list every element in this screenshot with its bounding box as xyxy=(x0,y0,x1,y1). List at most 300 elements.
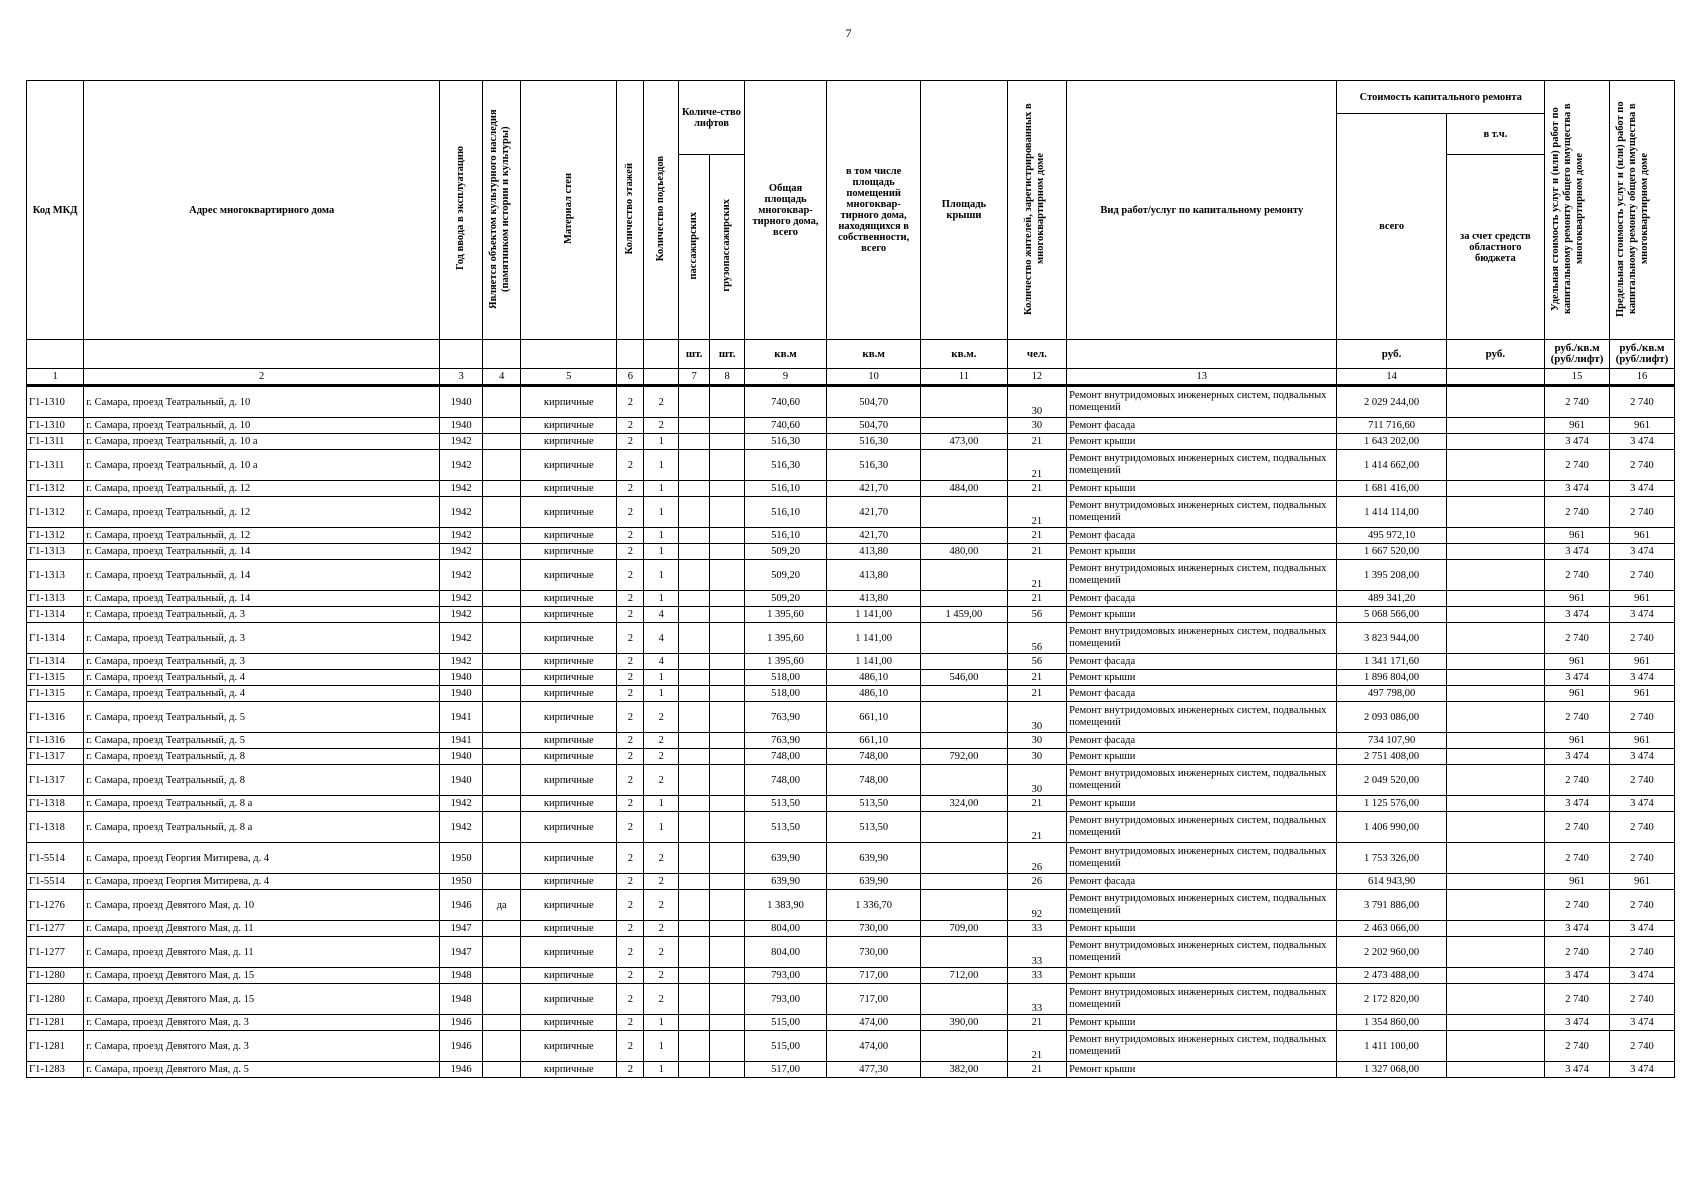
cell-wall-material: кирпичные xyxy=(521,1062,617,1078)
unit-cell: шт. xyxy=(679,340,710,369)
cell-owned-area: 474,00 xyxy=(827,1031,921,1062)
cell-residents: 56 xyxy=(1007,623,1066,654)
cell-residents: 56 xyxy=(1007,654,1066,670)
cell-cost-total: 1 395 208,00 xyxy=(1337,560,1446,591)
cell-owned-area: 413,80 xyxy=(827,591,921,607)
cell-total-area: 639,90 xyxy=(744,874,826,890)
cell-residents: 33 xyxy=(1007,937,1066,968)
cell-cost-regional xyxy=(1446,765,1544,796)
table-row xyxy=(27,765,1675,796)
cell-work-type: Ремонт крыши xyxy=(1067,796,1337,812)
unit-cell: шт. xyxy=(710,340,745,369)
cell-lifts-passenger xyxy=(679,450,710,481)
cell-floors: 2 xyxy=(617,890,644,921)
column-number: 10 xyxy=(827,369,921,386)
cell-unit-cost: 2 740 xyxy=(1545,843,1610,874)
cell-floors: 2 xyxy=(617,749,644,765)
header-unit-cost: Удельная стоимость услуг и (или) работ по капитальному ремонту общего имущества в многоквартирном доме xyxy=(1550,103,1586,314)
cell-limit-cost: 961 xyxy=(1609,686,1674,702)
cell-cost-total: 2 473 488,00 xyxy=(1337,968,1446,984)
cell-total-area: 513,50 xyxy=(744,796,826,812)
cell-lifts-passenger xyxy=(679,1015,710,1031)
cell-work-type: Ремонт крыши xyxy=(1067,1015,1337,1031)
cell-total-area: 804,00 xyxy=(744,937,826,968)
cell-floors: 2 xyxy=(617,1031,644,1062)
cell-cost-regional xyxy=(1446,796,1544,812)
unit-cell: кв.м. xyxy=(921,340,1008,369)
cell-cost-regional xyxy=(1446,623,1544,654)
cell-cost-total: 1 414 662,00 xyxy=(1337,450,1446,481)
cell-cost-regional xyxy=(1446,968,1544,984)
cell-work-type: Ремонт крыши xyxy=(1067,434,1337,450)
cell-lifts-cargo xyxy=(710,1015,745,1031)
cell-total-area: 516,10 xyxy=(744,497,826,528)
cell-work-type: Ремонт крыши xyxy=(1067,749,1337,765)
cell-owned-area: 639,90 xyxy=(827,874,921,890)
column-number: 6 xyxy=(617,369,644,386)
table-row xyxy=(27,623,1675,654)
column-number: 16 xyxy=(1609,369,1674,386)
cell-total-area: 793,00 xyxy=(744,984,826,1015)
cell-total-area: 509,20 xyxy=(744,544,826,560)
header-roof-area: Площадь крыши xyxy=(921,81,1008,340)
cell-code: Г1-1314 xyxy=(27,623,84,654)
cell-total-area: 509,20 xyxy=(744,560,826,591)
cell-code: Г1-5514 xyxy=(27,874,84,890)
cell-work-type: Ремонт внутридомовых инженерных систем, подвальных помещений xyxy=(1067,386,1337,418)
cell-wall-material: кирпичные xyxy=(521,812,617,843)
cell-work-type: Ремонт крыши xyxy=(1067,607,1337,623)
cell-unit-cost: 3 474 xyxy=(1545,434,1610,450)
cell-floors: 2 xyxy=(617,796,644,812)
cell-code: Г1-1311 xyxy=(27,434,84,450)
cell-total-area: 793,00 xyxy=(744,968,826,984)
cell-heritage xyxy=(483,528,521,544)
cell-cost-regional xyxy=(1446,1015,1544,1031)
cell-total-area: 1 383,90 xyxy=(744,890,826,921)
cell-owned-area: 421,70 xyxy=(827,497,921,528)
unit-cell: кв.м xyxy=(827,340,921,369)
cell-wall-material: кирпичные xyxy=(521,796,617,812)
cell-heritage xyxy=(483,984,521,1015)
cell-owned-area: 516,30 xyxy=(827,434,921,450)
cell-roof-area: 1 459,00 xyxy=(921,607,1008,623)
cell-work-type: Ремонт внутридомовых инженерных систем, подвальных помещений xyxy=(1067,623,1337,654)
cell-total-area: 518,00 xyxy=(744,670,826,686)
cell-code: Г1-1318 xyxy=(27,796,84,812)
cell-lifts-cargo xyxy=(710,796,745,812)
cell-address: г. Самара, проезд Девятого Мая, д. 3 xyxy=(84,1015,440,1031)
cell-heritage xyxy=(483,765,521,796)
cell-code: Г1-1310 xyxy=(27,418,84,434)
cell-year: 1942 xyxy=(440,481,483,497)
column-number: 2 xyxy=(84,369,440,386)
cell-roof-area xyxy=(921,686,1008,702)
cell-lifts-passenger xyxy=(679,968,710,984)
cell-cost-total: 1 341 171,60 xyxy=(1337,654,1446,670)
cell-year: 1947 xyxy=(440,937,483,968)
cell-entrances: 1 xyxy=(644,497,679,528)
table-body xyxy=(27,386,1675,1078)
cell-owned-area: 477,30 xyxy=(827,1062,921,1078)
table-row xyxy=(27,607,1675,623)
cell-roof-area xyxy=(921,497,1008,528)
cell-residents: 92 xyxy=(1007,890,1066,921)
cell-year: 1948 xyxy=(440,968,483,984)
cell-cost-total: 1 643 202,00 xyxy=(1337,434,1446,450)
column-number: 7 xyxy=(679,369,710,386)
cell-lifts-cargo xyxy=(710,765,745,796)
cell-unit-cost: 2 740 xyxy=(1545,890,1610,921)
unit-cell: руб. xyxy=(1446,340,1544,369)
cell-address: г. Самара, проезд Театральный, д. 14 xyxy=(84,591,440,607)
cell-unit-cost: 2 740 xyxy=(1545,497,1610,528)
cell-lifts-cargo xyxy=(710,528,745,544)
cell-unit-cost: 2 740 xyxy=(1545,623,1610,654)
cell-lifts-passenger xyxy=(679,560,710,591)
cell-floors: 2 xyxy=(617,670,644,686)
cell-code: Г1-1312 xyxy=(27,497,84,528)
cell-cost-total: 1 406 990,00 xyxy=(1337,812,1446,843)
cell-floors: 2 xyxy=(617,607,644,623)
table-row xyxy=(27,450,1675,481)
cell-work-type: Ремонт крыши xyxy=(1067,968,1337,984)
cell-heritage xyxy=(483,733,521,749)
cell-limit-cost: 2 740 xyxy=(1609,623,1674,654)
cell-lifts-cargo xyxy=(710,1031,745,1062)
cell-residents: 30 xyxy=(1007,418,1066,434)
cell-code: Г1-1317 xyxy=(27,749,84,765)
cell-cost-total: 1 327 068,00 xyxy=(1337,1062,1446,1078)
cell-year: 1940 xyxy=(440,686,483,702)
cell-cost-total: 1 414 114,00 xyxy=(1337,497,1446,528)
cell-lifts-cargo xyxy=(710,434,745,450)
table-row xyxy=(27,481,1675,497)
column-number: 4 xyxy=(483,369,521,386)
cell-limit-cost: 3 474 xyxy=(1609,749,1674,765)
cell-owned-area: 730,00 xyxy=(827,921,921,937)
cell-unit-cost: 961 xyxy=(1545,686,1610,702)
cell-lifts-passenger xyxy=(679,670,710,686)
cell-cost-regional xyxy=(1446,670,1544,686)
cell-work-type: Ремонт фасада xyxy=(1067,874,1337,890)
cell-roof-area xyxy=(921,843,1008,874)
cell-year: 1948 xyxy=(440,984,483,1015)
cell-floors: 2 xyxy=(617,418,644,434)
cell-total-area: 763,90 xyxy=(744,702,826,733)
cell-residents: 33 xyxy=(1007,921,1066,937)
cell-code: Г1-1316 xyxy=(27,702,84,733)
cell-heritage xyxy=(483,481,521,497)
cell-code: Г1-1277 xyxy=(27,937,84,968)
table-row xyxy=(27,968,1675,984)
header-residents: Количество жителей, зарегистрированных в многоквартирном доме xyxy=(1022,102,1046,315)
capital-repair-table xyxy=(26,80,1675,1078)
cell-roof-area: 712,00 xyxy=(921,968,1008,984)
cell-cost-total: 3 791 886,00 xyxy=(1337,890,1446,921)
cell-total-area: 516,10 xyxy=(744,481,826,497)
cell-total-area: 515,00 xyxy=(744,1031,826,1062)
table-row xyxy=(27,890,1675,921)
cell-owned-area: 513,50 xyxy=(827,812,921,843)
column-number: 1 xyxy=(27,369,84,386)
cell-year: 1942 xyxy=(440,623,483,654)
cell-owned-area: 474,00 xyxy=(827,1015,921,1031)
cell-address: г. Самара, проезд Театральный, д. 10 xyxy=(84,386,440,418)
cell-lifts-passenger xyxy=(679,702,710,733)
cell-heritage xyxy=(483,796,521,812)
cell-work-type: Ремонт крыши xyxy=(1067,481,1337,497)
cell-residents: 30 xyxy=(1007,733,1066,749)
cell-year: 1941 xyxy=(440,733,483,749)
cell-roof-area xyxy=(921,450,1008,481)
cell-unit-cost: 2 740 xyxy=(1545,1031,1610,1062)
cell-roof-area xyxy=(921,890,1008,921)
cell-entrances: 1 xyxy=(644,670,679,686)
cell-limit-cost: 961 xyxy=(1609,528,1674,544)
cell-lifts-cargo xyxy=(710,812,745,843)
column-number: 11 xyxy=(921,369,1008,386)
cell-lifts-passenger xyxy=(679,984,710,1015)
cell-floors: 2 xyxy=(617,686,644,702)
cell-lifts-cargo xyxy=(710,497,745,528)
cell-total-area: 1 395,60 xyxy=(744,623,826,654)
cell-address: г. Самара, проезд Театральный, д. 8 xyxy=(84,749,440,765)
cell-wall-material: кирпичные xyxy=(521,968,617,984)
cell-lifts-cargo xyxy=(710,670,745,686)
cell-wall-material: кирпичные xyxy=(521,623,617,654)
cell-lifts-cargo xyxy=(710,560,745,591)
cell-cost-total: 497 798,00 xyxy=(1337,686,1446,702)
cell-code: Г1-1315 xyxy=(27,670,84,686)
cell-address: г. Самара, проезд Театральный, д. 8 а xyxy=(84,796,440,812)
cell-total-area: 513,50 xyxy=(744,812,826,843)
cell-unit-cost: 3 474 xyxy=(1545,1015,1610,1031)
cell-lifts-cargo xyxy=(710,686,745,702)
cell-floors: 2 xyxy=(617,544,644,560)
cell-cost-regional xyxy=(1446,874,1544,890)
column-number: 9 xyxy=(744,369,826,386)
cell-lifts-cargo xyxy=(710,591,745,607)
cell-cost-total: 2 093 086,00 xyxy=(1337,702,1446,733)
column-number: 5 xyxy=(521,369,617,386)
cell-entrances: 1 xyxy=(644,528,679,544)
cell-owned-area: 516,30 xyxy=(827,450,921,481)
cell-lifts-passenger xyxy=(679,937,710,968)
cell-roof-area xyxy=(921,702,1008,733)
cell-work-type: Ремонт внутридомовых инженерных систем, подвальных помещений xyxy=(1067,702,1337,733)
cell-cost-total: 734 107,90 xyxy=(1337,733,1446,749)
cell-roof-area: 546,00 xyxy=(921,670,1008,686)
cell-year: 1946 xyxy=(440,1015,483,1031)
cell-owned-area: 1 141,00 xyxy=(827,623,921,654)
cell-code: Г1-1313 xyxy=(27,591,84,607)
cell-roof-area xyxy=(921,733,1008,749)
unit-cell: руб. xyxy=(1337,340,1446,369)
column-number: 8 xyxy=(710,369,745,386)
cell-code: Г1-1314 xyxy=(27,607,84,623)
table-row xyxy=(27,843,1675,874)
cell-cost-total: 489 341,20 xyxy=(1337,591,1446,607)
cell-code: Г1-1277 xyxy=(27,921,84,937)
cell-lifts-cargo xyxy=(710,702,745,733)
cell-limit-cost: 2 740 xyxy=(1609,1031,1674,1062)
table-row xyxy=(27,1015,1675,1031)
cell-entrances: 1 xyxy=(644,686,679,702)
cell-owned-area: 513,50 xyxy=(827,796,921,812)
cell-owned-area: 1 141,00 xyxy=(827,654,921,670)
cell-owned-area: 486,10 xyxy=(827,686,921,702)
cell-owned-area: 1 336,70 xyxy=(827,890,921,921)
cell-unit-cost: 3 474 xyxy=(1545,968,1610,984)
cell-entrances: 1 xyxy=(644,1015,679,1031)
cell-address: г. Самара, проезд Театральный, д. 14 xyxy=(84,544,440,560)
cell-entrances: 2 xyxy=(644,765,679,796)
cell-lifts-passenger xyxy=(679,607,710,623)
table-row xyxy=(27,984,1675,1015)
cell-code: Г1-1312 xyxy=(27,528,84,544)
cell-wall-material: кирпичные xyxy=(521,560,617,591)
cell-residents: 21 xyxy=(1007,686,1066,702)
cell-wall-material: кирпичные xyxy=(521,984,617,1015)
cell-cost-regional xyxy=(1446,654,1544,670)
cell-wall-material: кирпичные xyxy=(521,843,617,874)
cell-cost-total: 1 753 326,00 xyxy=(1337,843,1446,874)
cell-code: Г1-1317 xyxy=(27,765,84,796)
cell-cost-total: 1 411 100,00 xyxy=(1337,1031,1446,1062)
cell-unit-cost: 3 474 xyxy=(1545,749,1610,765)
cell-code: Г1-1280 xyxy=(27,968,84,984)
cell-unit-cost: 2 740 xyxy=(1545,702,1610,733)
cell-cost-regional xyxy=(1446,528,1544,544)
cell-work-type: Ремонт внутридомовых инженерных систем, подвальных помещений xyxy=(1067,890,1337,921)
table-header xyxy=(27,81,1675,386)
cell-roof-area xyxy=(921,386,1008,418)
cell-lifts-passenger xyxy=(679,544,710,560)
table-row xyxy=(27,1031,1675,1062)
cell-lifts-cargo xyxy=(710,937,745,968)
cell-cost-regional xyxy=(1446,607,1544,623)
cell-lifts-cargo xyxy=(710,733,745,749)
cell-owned-area: 730,00 xyxy=(827,937,921,968)
cell-floors: 2 xyxy=(617,434,644,450)
cell-unit-cost: 2 740 xyxy=(1545,450,1610,481)
cell-cost-total: 2 751 408,00 xyxy=(1337,749,1446,765)
cell-cost-regional xyxy=(1446,591,1544,607)
cell-lifts-cargo xyxy=(710,874,745,890)
cell-address: г. Самара, проезд Театральный, д. 10 а xyxy=(84,450,440,481)
cell-entrances: 4 xyxy=(644,607,679,623)
cell-roof-area: 709,00 xyxy=(921,921,1008,937)
cell-roof-area xyxy=(921,418,1008,434)
cell-entrances: 2 xyxy=(644,921,679,937)
cell-floors: 2 xyxy=(617,765,644,796)
cell-lifts-passenger xyxy=(679,497,710,528)
cell-code: Г1-1316 xyxy=(27,733,84,749)
cell-limit-cost: 2 740 xyxy=(1609,497,1674,528)
cell-heritage xyxy=(483,937,521,968)
cell-heritage xyxy=(483,1015,521,1031)
cell-cost-regional xyxy=(1446,497,1544,528)
cell-cost-regional xyxy=(1446,434,1544,450)
cell-work-type: Ремонт крыши xyxy=(1067,670,1337,686)
cell-code: Г1-1313 xyxy=(27,560,84,591)
cell-floors: 2 xyxy=(617,1062,644,1078)
table-row xyxy=(27,418,1675,434)
cell-lifts-cargo xyxy=(710,623,745,654)
cell-address: г. Самара, проезд Театральный, д. 12 xyxy=(84,497,440,528)
cell-wall-material: кирпичные xyxy=(521,702,617,733)
cell-heritage xyxy=(483,686,521,702)
header-limit-cost: Предельная стоимость услуг и (или) работ по капитальному ремонту общего имущества в многоквартирном доме xyxy=(1614,100,1650,317)
cell-cost-total: 1 681 416,00 xyxy=(1337,481,1446,497)
cell-wall-material: кирпичные xyxy=(521,418,617,434)
cell-lifts-cargo xyxy=(710,481,745,497)
cell-year: 1942 xyxy=(440,528,483,544)
cell-unit-cost: 961 xyxy=(1545,528,1610,544)
cell-residents: 21 xyxy=(1007,544,1066,560)
table-row xyxy=(27,591,1675,607)
cell-floors: 2 xyxy=(617,528,644,544)
cell-year: 1942 xyxy=(440,654,483,670)
cell-total-area: 740,60 xyxy=(744,386,826,418)
cell-year: 1946 xyxy=(440,890,483,921)
cell-total-area: 748,00 xyxy=(744,749,826,765)
cell-address: г. Самара, проезд Театральный, д. 5 xyxy=(84,702,440,733)
header-year: Год ввода в эксплуатацию xyxy=(455,146,467,271)
cell-floors: 2 xyxy=(617,654,644,670)
cell-entrances: 2 xyxy=(644,418,679,434)
cell-floors: 2 xyxy=(617,702,644,733)
cell-owned-area: 717,00 xyxy=(827,968,921,984)
cell-unit-cost: 2 740 xyxy=(1545,386,1610,418)
cell-heritage xyxy=(483,654,521,670)
table-row xyxy=(27,796,1675,812)
cell-unit-cost: 2 740 xyxy=(1545,812,1610,843)
cell-year: 1942 xyxy=(440,434,483,450)
cell-wall-material: кирпичные xyxy=(521,686,617,702)
cell-lifts-passenger xyxy=(679,749,710,765)
cell-limit-cost: 3 474 xyxy=(1609,434,1674,450)
cell-residents: 56 xyxy=(1007,607,1066,623)
header-lifts-cargo: грузопассажирских xyxy=(721,199,733,292)
cell-wall-material: кирпичные xyxy=(521,434,617,450)
cell-lifts-cargo xyxy=(710,984,745,1015)
cell-wall-material: кирпичные xyxy=(521,450,617,481)
cell-wall-material: кирпичные xyxy=(521,607,617,623)
cell-lifts-cargo xyxy=(710,1062,745,1078)
cell-roof-area xyxy=(921,560,1008,591)
cell-cost-regional xyxy=(1446,890,1544,921)
cell-floors: 2 xyxy=(617,386,644,418)
cell-unit-cost: 961 xyxy=(1545,874,1610,890)
cell-lifts-passenger xyxy=(679,654,710,670)
cell-heritage xyxy=(483,812,521,843)
table-row xyxy=(27,937,1675,968)
cell-code: Г1-1283 xyxy=(27,1062,84,1078)
cell-floors: 2 xyxy=(617,560,644,591)
cell-entrances: 2 xyxy=(644,702,679,733)
cell-total-area: 518,00 xyxy=(744,686,826,702)
cell-address: г. Самара, проезд Девятого Мая, д. 15 xyxy=(84,984,440,1015)
cell-residents: 21 xyxy=(1007,796,1066,812)
column-number: 14 xyxy=(1337,369,1446,386)
cell-total-area: 517,00 xyxy=(744,1062,826,1078)
cell-entrances: 1 xyxy=(644,544,679,560)
cell-code: Г1-1310 xyxy=(27,386,84,418)
cell-total-area: 509,20 xyxy=(744,591,826,607)
cell-year: 1942 xyxy=(440,560,483,591)
